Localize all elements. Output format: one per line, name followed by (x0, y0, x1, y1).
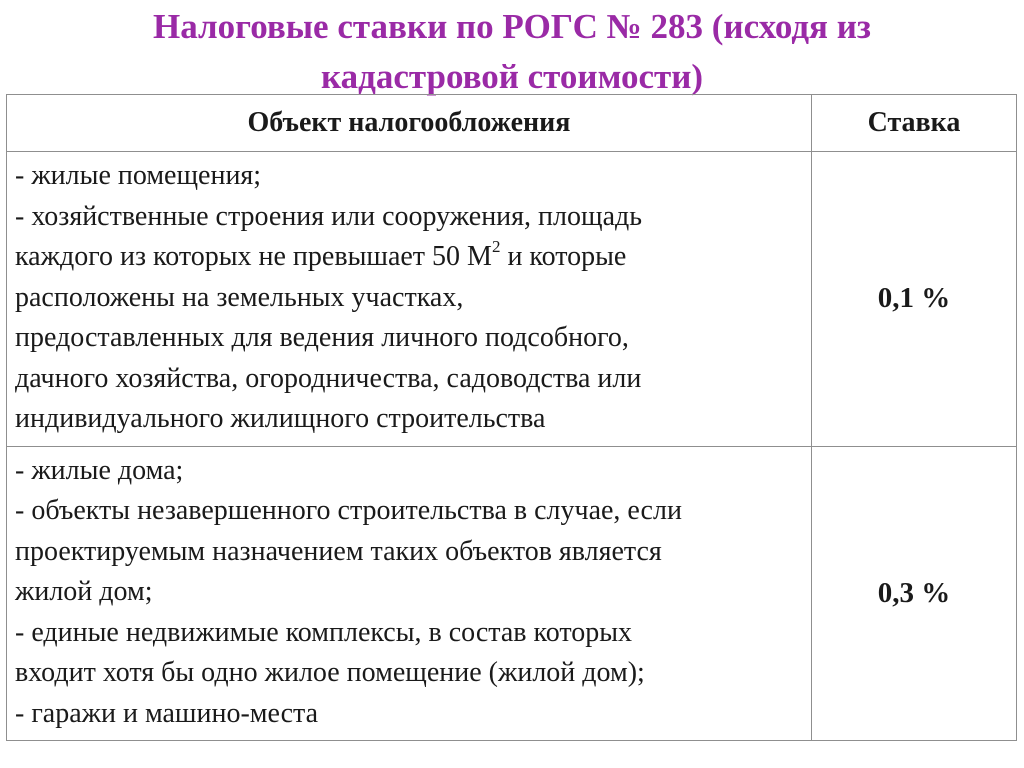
rate-cell: 0,3 % (812, 446, 1017, 741)
object-line-tail: и которые (500, 241, 627, 272)
table-row (7, 446, 1017, 741)
object-line: - жилые помещения; (15, 160, 262, 191)
object-line: индивидуального жилищного строительства (15, 403, 546, 434)
object-line: - единые недвижимые комплексы, в состав которых (15, 616, 633, 648)
object-cell (7, 152, 812, 447)
rate-cell: 0,1 % (812, 152, 1017, 447)
object-line: предоставленных для ведения личного подсобного, (15, 322, 629, 353)
tax-rates-table (6, 94, 1017, 741)
object-line: - гаражи и машино-места (15, 697, 319, 729)
object-line: жилой дом; (15, 576, 153, 607)
object-cell (7, 446, 812, 741)
object-line: расположены на земельных участках, (15, 281, 464, 313)
slide-title-line-2: кадастровой стоимости) (320, 57, 704, 96)
slide-title-line-1: Налоговые ставки по РОГС № 283 (исходя из (153, 7, 871, 46)
object-line: дачного хозяйства, огородничества, садоводства или (15, 362, 642, 394)
header-object: Объект налогообложения (7, 95, 812, 152)
object-line-text: каждого из которых не превышает 50 М (15, 241, 492, 272)
table-header-row (7, 95, 1017, 152)
object-line: входит хотя бы одно жилое помещение (жилой дом); (15, 657, 645, 688)
object-line: - жилые дома; (15, 454, 184, 486)
object-line: - объекты незавершенного строительства в случае, если (15, 495, 682, 526)
object-line: проектируемым назначением таких объектов является (15, 535, 662, 567)
object-line: - хозяйственные строения или сооружения, площадь (15, 200, 643, 232)
superscript-exponent: 2 (491, 237, 501, 256)
header-rate: Ставка (812, 95, 1017, 152)
slide-title (0, 2, 1024, 102)
object-line-with-superscript (15, 237, 805, 278)
table-row (7, 152, 1017, 447)
